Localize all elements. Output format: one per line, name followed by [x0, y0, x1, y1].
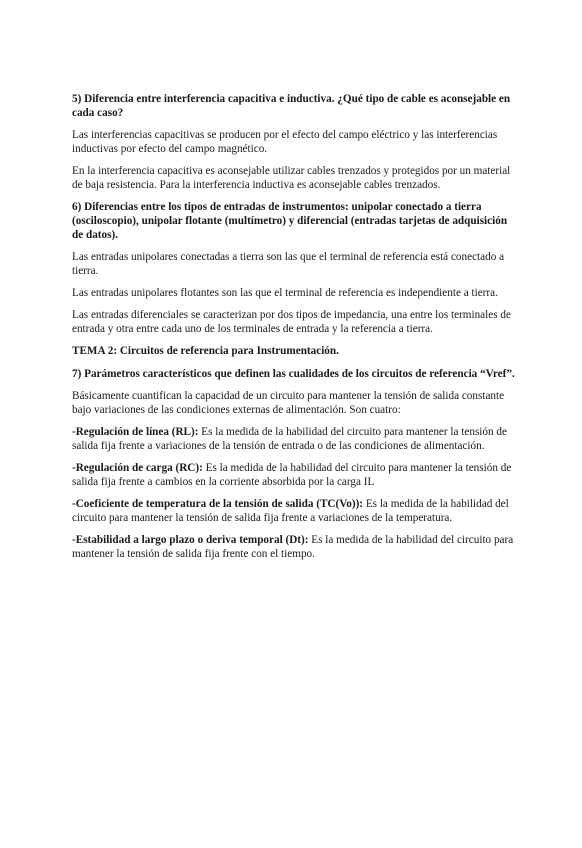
definition-load-regulation [72, 461, 518, 489]
definition-line-regulation [72, 425, 518, 453]
document-page [72, 92, 518, 569]
definition-term: -Regulación de carga (RC): [72, 462, 203, 474]
question-7-intro: Básicamente cuantifican la capacidad de un circuito para mantener la tensión de salida constante bajo variaciones de las condiciones externas de alimentación. Son cuatro: [72, 390, 505, 416]
question-6-heading: 6) Diferencias entre los tipos de entradas de instrumentos: unipolar conectado a tierra (osciloscopio), unipolar flotante (multímetro) y diferencial (entradas tarjetas de adquisición de datos). [72, 201, 508, 241]
definition-term: -Coeficiente de temperatura de la tensión de salida (TC(Vo)): [72, 498, 364, 510]
definition-text: Es la medida de la habilidad del circuito para mantener la tensión de salida fija frente a variaciones de la temperatura. [72, 498, 509, 524]
definition-text: Es la medida de la habilidad del circuito para mantener la tensión de salida fija frente a cambios en la corriente absorbida por la carga IL [72, 462, 512, 488]
definition-temperature-coefficient [72, 497, 518, 525]
definition-text: Es la medida de la habilidad del circuito para mantener la tensión de salida fija frente con el tiempo. [72, 534, 514, 560]
question-6-paragraph-3: Las entradas diferenciales se caracterizan por dos tipos de impedancia, una entre los terminales de entrada y otra entre cada uno de los terminales de entrada y la referencia a tierra. [72, 309, 511, 335]
question-5-heading: 5) Diferencia entre interferencia capacitiva e inductiva. ¿Qué tipo de cable es aconsejable en cada caso? [72, 93, 511, 119]
question-6-paragraph-2: Las entradas unipolares flotantes son las que el terminal de referencia es independiente a tierra. [72, 287, 498, 299]
definition-long-term-stability [72, 533, 518, 561]
definition-term: -Regulación de línea (RL): [72, 426, 199, 438]
question-7-heading: 7) Parámetros característicos que definen las cualidades de los circuitos de referencia “Vref”. [72, 368, 515, 380]
definition-text: Es la medida de la habilidad del circuito para mantener la tensión de salida fija frente a variaciones de la tensión de entrada o de las condiciones de alimentación. [72, 426, 507, 452]
question-5-paragraph-1: Las interferencias capacitivas se producen por el efecto del campo eléctrico y las interferencias inductivas por efecto del campo magnético. [72, 129, 498, 155]
definition-term: -Estabilidad a largo plazo o deriva temporal (Dt): [72, 534, 309, 546]
question-6-paragraph-1: Las entradas unipolares conectadas a tierra son las que el terminal de referencia está conectado a tierra. [72, 251, 505, 277]
topic-heading: TEMA 2: Circuitos de referencia para Instrumentación. [72, 345, 339, 357]
question-5-paragraph-2: En la interferencia capacitiva es aconsejable utilizar cables trenzados y protegidos por un material de baja resistencia. Para la interferencia inductiva es aconsejable cables trenzados. [72, 165, 511, 191]
